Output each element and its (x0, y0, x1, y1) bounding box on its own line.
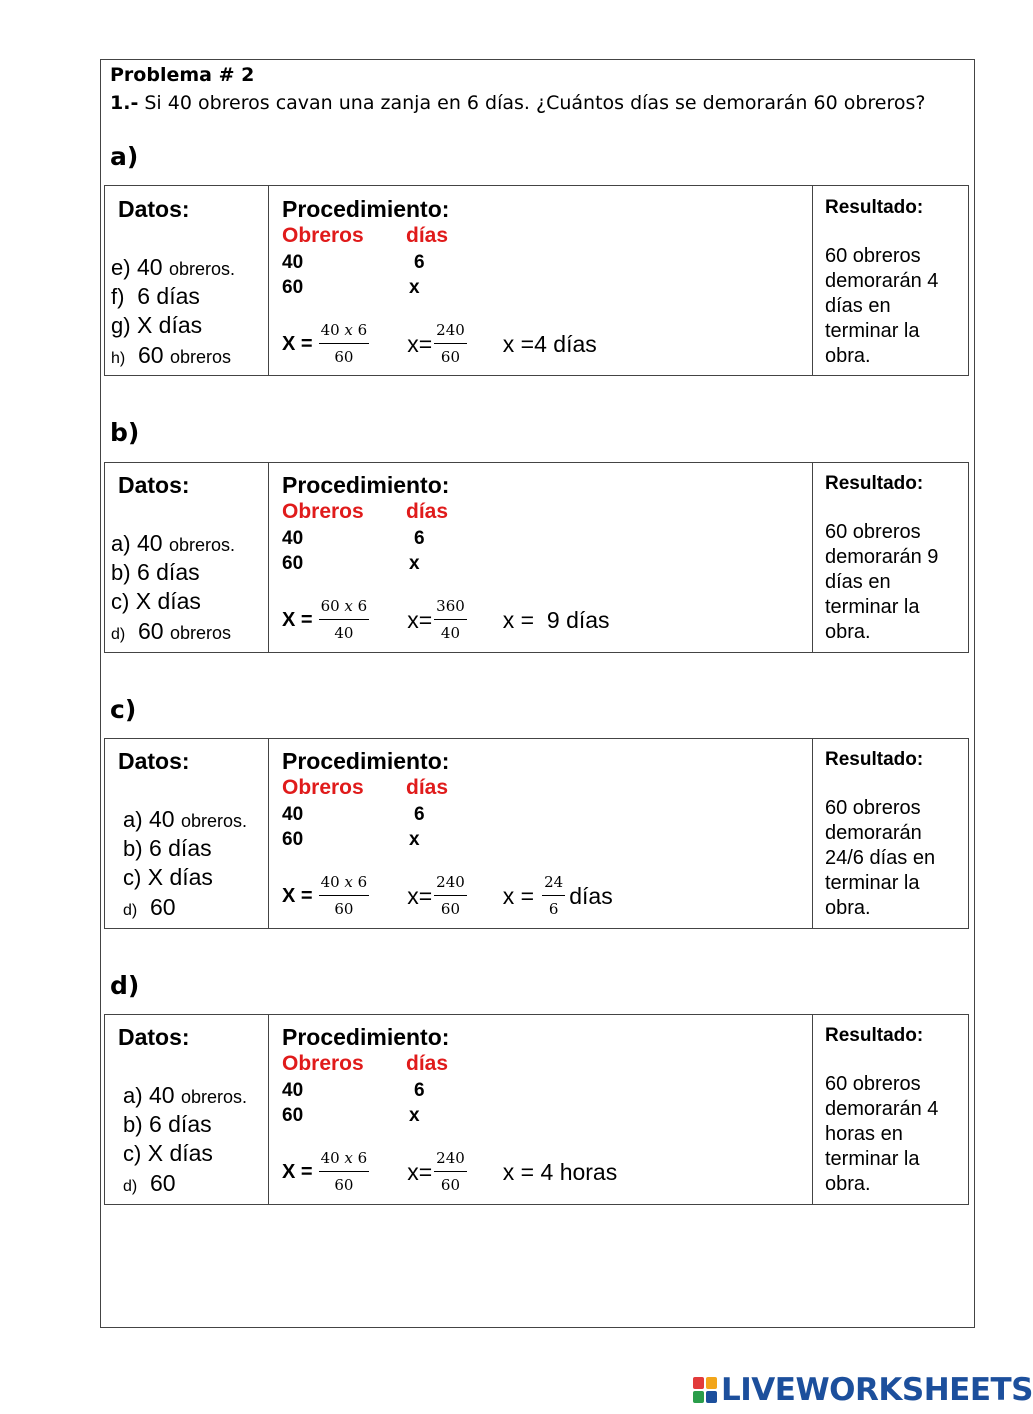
resultado-text: 60 obreros demorarán 24/6 días en terminar la obra. (825, 797, 936, 919)
table-cell: 40 (282, 528, 304, 549)
resultado-header: Resultado: (825, 1025, 924, 1046)
datos-item: b) 6 días (123, 1111, 212, 1137)
datos-header: Datos: (118, 472, 190, 498)
resultado-header: Resultado: (825, 473, 924, 494)
procedimiento-header: Procedimiento: (282, 748, 450, 774)
resultado-header: Resultado: (825, 197, 924, 218)
datos-header: Datos: (118, 196, 190, 222)
column-divider (268, 739, 269, 928)
column-divider (812, 186, 813, 375)
exercise-table-c (104, 738, 969, 929)
resultado-text: 60 obreros demorarán 9 días en terminar la obra. (825, 521, 939, 643)
formula: X = $\frac{\text{40 𝑥 6}}{60}$ x= $\frac{240}{60}$ x = $\frac{24}{6}$ días (282, 873, 613, 918)
table-cell: 60 (282, 1105, 304, 1126)
answer: x = 4 horas (502, 1158, 618, 1185)
datos-item: d) 60 (123, 894, 176, 920)
section-letter-c: c) (110, 695, 137, 724)
table-cell: 6 (414, 1080, 425, 1101)
table-cell: x (409, 553, 420, 574)
fraction: $\frac{\text{40 𝑥 6}}{60}$ (320, 873, 368, 918)
table-cell: 40 (282, 1080, 304, 1101)
table-cell: 60 (282, 277, 304, 298)
formula: X = $\frac{\text{60 𝑥 6}}{40}$ x= $\frac{360}{40}$ x = 9 días (282, 597, 610, 642)
exercise-table-b (104, 462, 969, 653)
obreros-label: Obreros (282, 500, 364, 523)
procedimiento-header: Procedimiento: (282, 1024, 450, 1050)
section-letter-b: b) (110, 418, 140, 447)
fraction: $\frac{\text{40 𝑥 6}}{60}$ (320, 321, 368, 366)
fraction: $\frac{240}{60}$ (436, 873, 465, 918)
dias-label: días (406, 224, 449, 247)
dias-label: días (406, 1052, 449, 1075)
exercise-table-d (104, 1014, 969, 1205)
column-divider (268, 186, 269, 375)
table-cell: 40 (282, 252, 304, 273)
column-divider (268, 1015, 269, 1204)
datos-item: d) 60 obreros (111, 618, 232, 644)
datos-item: g) X días (111, 312, 203, 338)
obreros-label: Obreros (282, 224, 364, 247)
datos-item: d) 60 (123, 1170, 176, 1196)
resultado-text: 60 obreros demorarán 4 días en terminar la obra. (825, 245, 939, 367)
section-letter-d: d) (110, 971, 140, 1000)
column-divider (812, 463, 813, 652)
fraction: $\frac{240}{60}$ (436, 1149, 465, 1194)
formula: X = $\frac{\text{40 𝑥 6}}{60}$ x= $\frac{240}{60}$ x = 4 horas (282, 1149, 618, 1194)
dias-label: días (406, 776, 449, 799)
answer: x = 9 días (502, 606, 610, 633)
table-cell: 40 (282, 804, 304, 825)
section-letter-a: a) (110, 142, 139, 171)
datos-item: h) 60 obreros (111, 342, 232, 368)
datos-header: Datos: (118, 1024, 190, 1050)
datos-item: b) 6 días (111, 559, 200, 585)
datos-item: e) 40 obreros. (111, 254, 235, 280)
fraction: $\frac{\text{40 𝑥 6}}{60}$ (320, 1149, 368, 1194)
fraction: $\frac{240}{60}$ (436, 321, 465, 366)
datos-item: f) 6 días (111, 283, 200, 309)
procedimiento-header: Procedimiento: (282, 472, 450, 498)
obreros-label: Obreros (282, 776, 364, 799)
datos-item: b) 6 días (123, 835, 212, 861)
liveworksheets-logo-icon (693, 1377, 717, 1403)
column-divider (812, 739, 813, 928)
resultado-header: Resultado: (825, 749, 924, 770)
table-cell: x (409, 1105, 420, 1126)
table-cell: x (409, 829, 420, 850)
question-number: 1.- (110, 92, 139, 114)
datos-item: a) 40 obreros. (123, 806, 247, 832)
column-divider (812, 1015, 813, 1204)
datos-item: c) X días (123, 864, 213, 890)
answer: x =4 días (502, 330, 597, 357)
dias-label: días (406, 500, 449, 523)
question (110, 92, 926, 114)
table-cell: 6 (414, 528, 425, 549)
formula: X = $\frac{\text{40 𝑥 6}}{60}$ x= $\frac{240}{60}$ x =4 días (282, 321, 597, 366)
column-divider (268, 463, 269, 652)
datos-header: Datos: (118, 748, 190, 774)
problem-title: Problema # 2 (110, 64, 255, 86)
resultado-text: 60 obreros demorarán 4 horas en terminar la obra. (825, 1073, 939, 1195)
liveworksheets-brand: LIVEWORKSHEETS (721, 1372, 1033, 1408)
question-text: Si 40 obreros cavan una zanja en 6 días. ¿Cuántos días se demorarán 60 obreros? (144, 92, 926, 114)
datos-item: a) 40 obreros. (111, 530, 235, 556)
table-cell: 6 (414, 804, 425, 825)
datos-item: c) X días (123, 1140, 213, 1166)
exercise-table-a (104, 185, 969, 376)
fraction: $\frac{360}{40}$ (436, 597, 465, 642)
fraction: $\frac{\text{60 𝑥 6}}{40}$ (320, 597, 368, 642)
datos-item: a) 40 obreros. (123, 1082, 247, 1108)
table-cell: 6 (414, 252, 425, 273)
datos-item: c) X días (111, 588, 201, 614)
procedimiento-header: Procedimiento: (282, 196, 450, 222)
liveworksheets-watermark (693, 1372, 1033, 1408)
answer-fraction: $\frac{24}{6}$ (544, 873, 564, 918)
table-cell: 60 (282, 553, 304, 574)
table-cell: x (409, 277, 420, 298)
table-cell: 60 (282, 829, 304, 850)
obreros-label: Obreros (282, 1052, 364, 1075)
